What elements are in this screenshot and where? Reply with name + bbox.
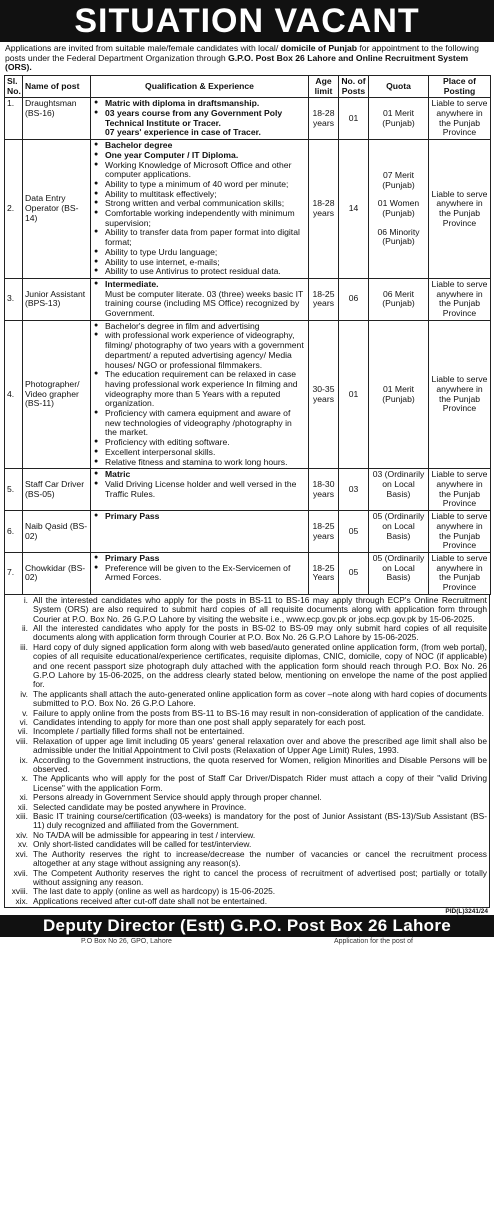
row-post: Photographer/ Video grapher (BS-11) — [23, 320, 91, 469]
banner-title: SITUATION VACANT — [0, 0, 494, 42]
instruction-text: Applications received after cut-off date shall not be entertained. — [33, 895, 268, 906]
instruction-item — [7, 756, 487, 775]
row-age: 18-28 years — [309, 140, 339, 279]
instruction-number: xii. — [17, 801, 28, 812]
row-place: Liable to serve anywhere in the Punjab Province — [429, 320, 491, 469]
intro-address: G.P.O. Post Box 26 Lahore and Online Recruitment System (ORS). — [5, 52, 469, 73]
row-posts: 01 — [339, 98, 369, 140]
qualification-item: ● Preference will be given to the Ex-Servicemen of Armed Forces. — [93, 564, 306, 583]
row-post: Data Entry Operator (BS-14) — [23, 140, 91, 279]
row-qualification — [91, 140, 309, 279]
qualification-item: ● One year Computer / IT Diploma. — [93, 151, 306, 161]
instruction-number: xi. — [19, 792, 28, 803]
qualification-item: 07 years' experience in case of Tracer. — [105, 127, 261, 138]
instruction-number: xiv. — [16, 829, 28, 840]
row-sl: 2. — [5, 140, 23, 279]
instruction-text: Candidates intending to apply for more than one post shall apply separately for each post. — [33, 717, 366, 728]
table-row — [5, 469, 491, 511]
qualification-item: ● Working Knowledge of Microsoft Office and other computer applications. — [93, 161, 306, 180]
qualification-item: ● Ability to use internet, e-mails; — [93, 258, 306, 268]
row-place: Liable to serve anywhere in the Punjab Province — [429, 140, 491, 279]
instruction-item — [7, 737, 487, 756]
slip-post: Application for the post of — [333, 938, 413, 946]
slip-address: P.O Box No 26, GPO, Lahore — [81, 938, 172, 946]
row-qualification — [91, 98, 309, 140]
header-quota: Quota — [369, 75, 429, 97]
instruction-item — [7, 774, 487, 793]
intro-domicile: domicile of Punjab — [280, 43, 358, 53]
row-post: Staff Car Driver (BS-05) — [23, 469, 91, 511]
row-qualification — [91, 552, 309, 594]
row-age: 18-25 years — [309, 278, 339, 320]
intro-text-2: for appointment to the following posts under the Federal Department Organization through — [5, 43, 479, 63]
row-sl: 5. — [5, 469, 23, 511]
table-row — [5, 320, 491, 469]
instruction-text: Basic IT training course/certification (03-weeks) is mandatory for the post of Junior Assistant (BS-13)/Sub Assistant (BS-11) duly recognized and affiliated from the Government. — [33, 811, 487, 831]
row-posts: 05 — [339, 552, 369, 594]
table-row — [5, 278, 491, 320]
instruction-item — [7, 643, 487, 690]
qualification-item: ● Primary Pass — [93, 512, 306, 522]
qualification-item: ● 03 years course from any Government Poly Technical Institute or Tracer. — [93, 109, 306, 128]
row-place: Liable to serve anywhere in the Punjab Province — [429, 469, 491, 511]
qualification-item: ● with professional work experience of videography, filming/ photography of two years with a government department/ a reputed advertising agency/ Media houses/ NGO or professional filmmakers. — [93, 331, 306, 370]
table-row — [5, 552, 491, 594]
row-qualification — [91, 320, 309, 469]
row-place: Liable to serve anywhere in the Punjab Province — [429, 552, 491, 594]
instruction-text: Only short-listed candidates will be called for test/interview. — [33, 839, 252, 850]
quota-minority: 06 Minority (Punjab) — [377, 226, 420, 247]
qualification-item: ● Proficiency with camera equipment and aware of new technologies of videography /photography in the market. — [93, 409, 306, 438]
quota-women: 01 Women (Punjab) — [377, 198, 420, 219]
row-posts: 05 — [339, 511, 369, 553]
instruction-number: v. — [22, 707, 28, 718]
instruction-text: Failure to apply online from the posts from BS-11 to BS-16 may result in non-consideration of application of the candidate. — [33, 707, 484, 718]
intro-paragraph — [0, 42, 494, 73]
footer-title: Deputy Director (Estt) G.P.O. Post Box 26 Lahore — [0, 915, 494, 937]
qualification-item: ● Matric — [93, 470, 306, 480]
header-place: Place of Posting — [429, 75, 491, 97]
row-age: 30-35 years — [309, 320, 339, 469]
qualification-item: ● Relative fitness and stamina to work long hours. — [93, 458, 306, 468]
instruction-text: The applicants shall attach the auto-generated online application form as cover –note along with hard copies of documents submitted to P.O. Box No. 26 G.P.O Lahore. — [33, 688, 487, 709]
row-age: 18-25 Years — [309, 552, 339, 594]
row-sl: 3. — [5, 278, 23, 320]
header-age: Age limit — [309, 75, 339, 97]
instruction-text: The last date to apply (online as well as hardcopy) is 15-06-2025. — [33, 886, 276, 897]
instruction-text: Relaxation of upper age limit including 05 years' general relaxation over and above the prescribed age limit shall also be admissible under the Initial Appointment to Civil posts (Relaxation of Upper Age Limit) Rules, 1993. — [33, 735, 487, 756]
qualification-item: ● The education requirement can be relaxed in case having professional work experience In filming and videography more than 5 Years with a reputed organization. — [93, 370, 306, 409]
qualification-item: ● Bachelor's degree in film and advertising — [93, 322, 306, 332]
qualification-item: ● Ability to multitask effectively; — [93, 190, 306, 200]
instruction-item — [7, 897, 487, 906]
instruction-number: x. — [21, 773, 28, 784]
row-sl: 6. — [5, 511, 23, 553]
header-post: Name of post — [23, 75, 91, 97]
row-post: Chowkidar (BS-02) — [23, 552, 91, 594]
quota-merit: 07 Merit (Punjab) — [382, 169, 415, 190]
qualification-item: ● Strong written and verbal communication skills; — [93, 199, 306, 209]
table-row — [5, 98, 491, 140]
row-post: Naib Qasid (BS-02) — [23, 511, 91, 553]
row-place: Liable to serve anywhere in the Punjab Province — [429, 278, 491, 320]
instruction-text: The Competent Authority reserves the right to cancel the process of recruitment of advertised post; partially or totally without assigning any reason. — [33, 867, 487, 887]
instruction-text: The Applicants who will apply for the post of Staff Car Driver/Dispatch Rider must attach a copy of their "valid Driving License" with the application Form. — [33, 773, 487, 793]
table-header-row — [5, 75, 491, 97]
instruction-number: ii. — [21, 622, 28, 633]
instruction-item — [7, 690, 487, 709]
qualification-item: ● Valid Driving License holder and well versed in the Traffic Rules. — [93, 480, 306, 499]
row-age: 18-28 years — [309, 98, 339, 140]
instruction-number: iii. — [20, 641, 28, 652]
row-posts: 01 — [339, 320, 369, 469]
instruction-number: xviii. — [11, 886, 28, 897]
instruction-text: Persons already in Government Service should apply through proper channel. — [33, 792, 322, 803]
instruction-item — [7, 812, 487, 831]
row-sl: 7. — [5, 552, 23, 594]
vacancy-table — [4, 75, 491, 595]
instruction-text: Selected candidate may be posted anywhere in Province. — [33, 801, 247, 812]
instruction-text: According to the Government instructions, the quota reserved for Women, religion Minorities and Disable Persons will be observed. — [33, 754, 487, 775]
row-quota: 05 (Ordinarily on Local Basis) — [369, 552, 429, 594]
instruction-number: ix. — [19, 754, 28, 765]
qualification-item: ● Ability to transfer data from paper format into digital format; — [93, 228, 306, 247]
row-place: Liable to serve anywhere in the Punjab Province — [429, 511, 491, 553]
row-quota — [369, 140, 429, 279]
row-quota: 03 (Ordinarily on Local Basis) — [369, 469, 429, 511]
row-posts: 06 — [339, 278, 369, 320]
row-post: Junior Assistant (BPS-13) — [23, 278, 91, 320]
row-quota: 05 (Ordinarily on Local Basis) — [369, 511, 429, 553]
qualification-item: Must be computer literate. 03 (three) weeks basic IT training course (including MS Office) recognized by Government. — [105, 288, 304, 319]
instruction-item — [7, 869, 487, 888]
instruction-text: No TA/DA will be admissible for appearing in test / interview. — [33, 829, 256, 840]
instructions-list — [4, 595, 490, 908]
instruction-number: i. — [23, 594, 28, 605]
instruction-item — [7, 624, 487, 643]
qualification-item: ● Excellent interpersonal skills. — [93, 448, 306, 458]
table-row — [5, 140, 491, 279]
qualification-item: ● Primary Pass — [93, 554, 306, 564]
instruction-number: xvi. — [15, 848, 28, 859]
instruction-number: xiii. — [15, 811, 28, 822]
publication-reference: PID(L)3241/24 — [445, 908, 488, 916]
instruction-number: viii. — [15, 735, 28, 746]
instruction-item — [7, 850, 487, 869]
instruction-text: All the interested candidates who apply for the posts in BS-11 to BS-16 may apply through ECP's Online Recruitment System (ORS) are also required to submit hard copies of all requisite documents along with application form through Courier at P.O. Box No. 26 G.P.O Lahore by visiting the website i.e., www.ecp.gov.pk or jobs.ecp.gov.pk by 15-06-2025. — [33, 594, 487, 624]
instruction-item — [7, 596, 487, 624]
row-quota: 06 Merit (Punjab) — [369, 278, 429, 320]
qualification-item: ● Ability to type Urdu language; — [93, 248, 306, 258]
instruction-number: xix. — [15, 895, 28, 906]
row-age: 18-30 years — [309, 469, 339, 511]
qualification-item: ● Ability to use Antivirus to protect residual data. — [93, 267, 306, 277]
instruction-number: vii. — [17, 726, 28, 737]
row-age: 18-25 years — [309, 511, 339, 553]
row-qualification — [91, 511, 309, 553]
instruction-text: The Authority reserves the right to increase/decrease the number of vacancies or cancel the recruitment process altogether at any stage without assigning any reason(s). — [33, 848, 487, 869]
row-post: Draughtsman (BS-16) — [23, 98, 91, 140]
qualification-item: ● Comfortable working independently with minimum supervision; — [93, 209, 306, 228]
row-qualification — [91, 278, 309, 320]
row-quota: 01 Merit (Punjab) — [369, 98, 429, 140]
qualification-item: ● Bachelor degree — [93, 141, 306, 151]
instruction-number: xv. — [17, 839, 28, 850]
qualification-item: ● Intermediate. — [93, 280, 306, 290]
instruction-text: Incomplete / partially filled forms shall not be entertained. — [33, 726, 245, 737]
intro-text-1: Applications are invited from suitable male/female candidates with local/ — [5, 43, 281, 53]
instruction-text: Hard copy of duly signed application form along with web based/auto generated online application form, (from web portal), copies of all requisite educational/experience certificates, requisite diplomas, CNIC, domicile, copy of NOC (if applicable) and one recent passport size photograph duly attached with the application form should reach through P.O. Box No. 26 G.P.O Lahore by 15-06-2025, on the address clearly stated below, mentioning on envelope the name of the post applied for. — [33, 641, 487, 690]
row-posts: 14 — [339, 140, 369, 279]
header-qualification: Qualification & Experience — [91, 75, 309, 97]
row-place: Liable to serve anywhere in the Punjab Province — [429, 98, 491, 140]
row-quota: 01 Merit (Punjab) — [369, 320, 429, 469]
header-posts: No. of Posts — [339, 75, 369, 97]
qualification-item: ● Matric with diploma in draftsmanship. — [93, 99, 306, 109]
application-slip — [0, 937, 494, 946]
row-qualification — [91, 469, 309, 511]
row-posts: 03 — [339, 469, 369, 511]
instruction-number: iv. — [20, 688, 28, 699]
instruction-number: vi. — [19, 717, 28, 728]
row-sl: 1. — [5, 98, 23, 140]
instruction-number: xvii. — [13, 867, 28, 878]
header-sl: Sl. No. — [5, 75, 23, 97]
table-row — [5, 511, 491, 553]
instruction-text: All the interested candidates who apply for the posts in BS-02 to BS-09 may only submit hard copies of all requisite documents along with application form through Courier at P.O. Box No. 26 G.P.O Lahore by 15-06-2025. — [33, 622, 487, 643]
row-sl: 4. — [5, 320, 23, 469]
qualification-item: ● Ability to type a minimum of 40 word per minute; — [93, 180, 306, 190]
qualification-item: ● Proficiency with editing software. — [93, 438, 306, 448]
